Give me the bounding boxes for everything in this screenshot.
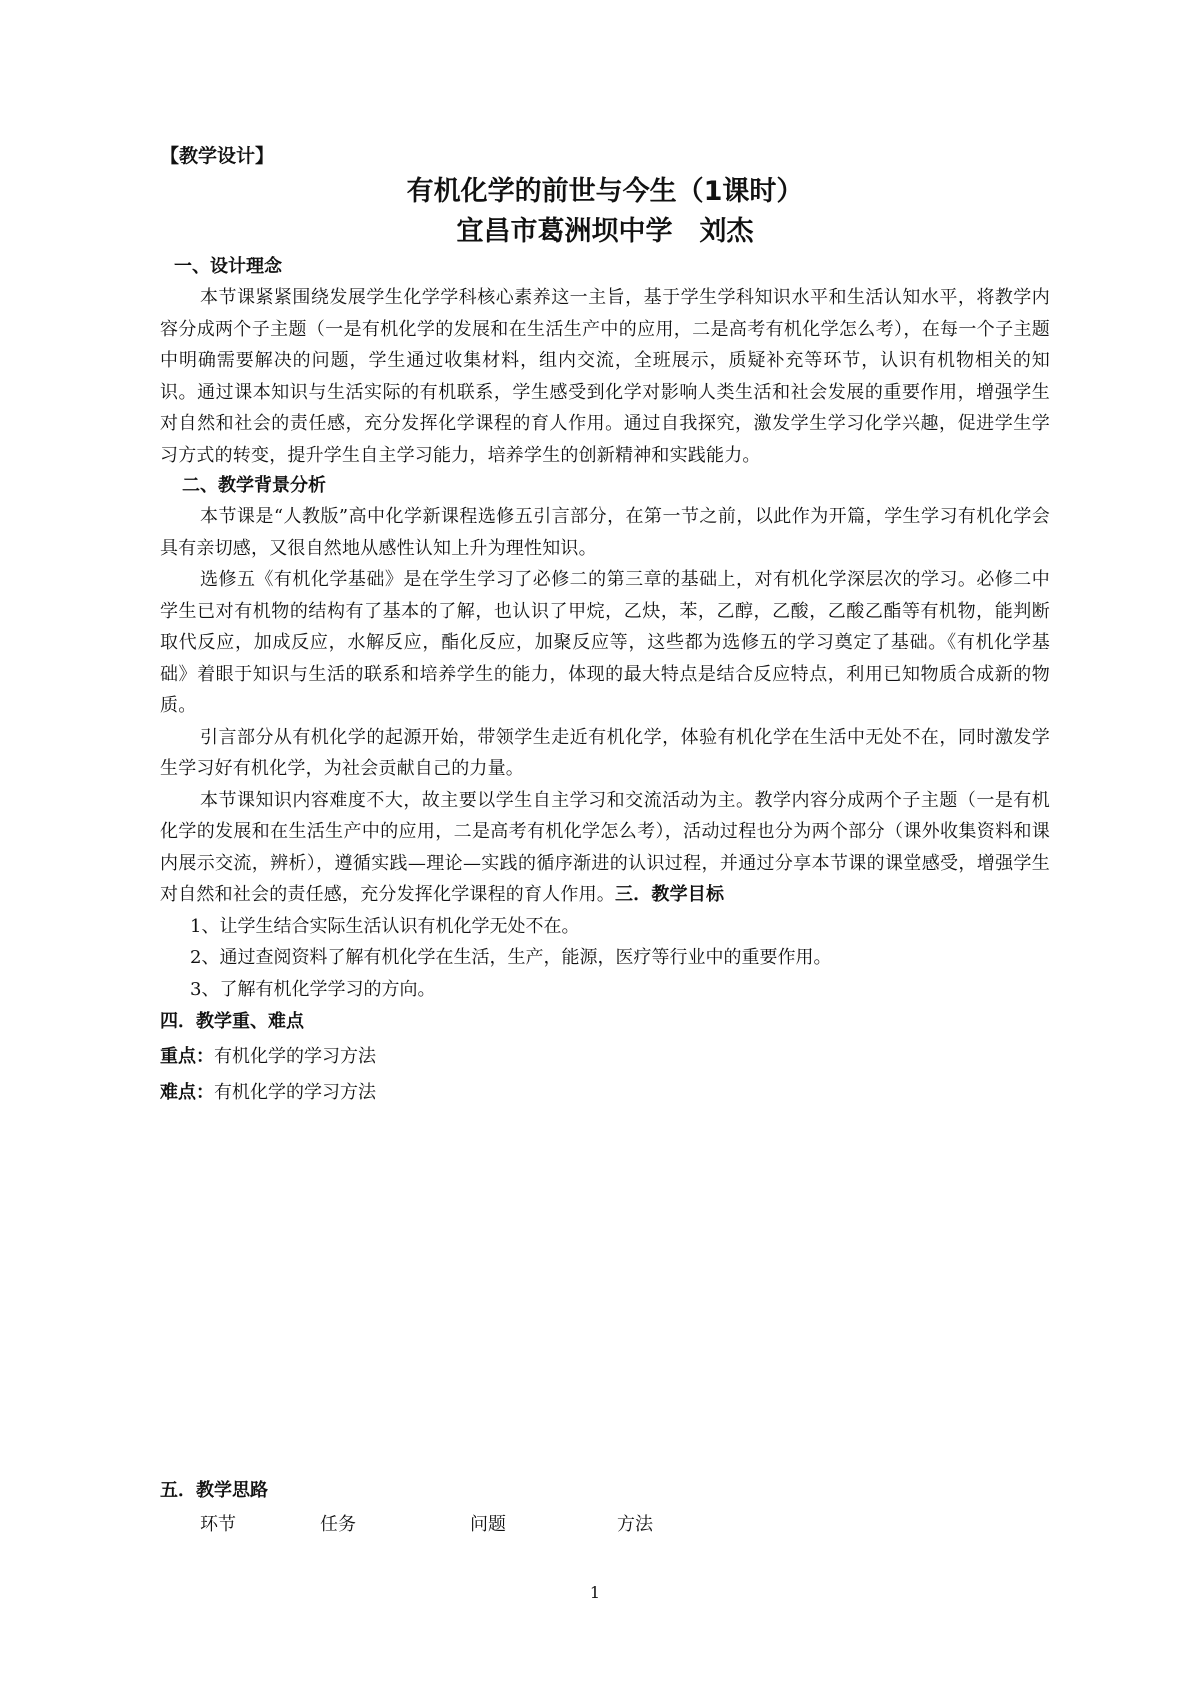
column-question: 问题 xyxy=(470,1514,506,1535)
goal-item-2: 2、通过查阅资料了解有机化学在生活，生产，能源，医疗等行业中的重要作用。 xyxy=(190,947,832,968)
section-2-paragraph-2: 选修五《有机化学基础》是在学生学习了必修二的第三章的基础上，对有机化学深层次的学习。必修二中学生已对有机物的结构有了基本的了解，也认识了甲烷，乙炔，苯，乙醇，乙酸，乙酸乙酯等有机物，能判断取代反应，加成反应，水解反应，酯化反应，加聚反应等，这些都为选修五的学习奠定了基础。《有机化学基础》着眼于知识与生活的联系和培养学生的能力，体现的最大特点是结合反应特点，利用已知物质合成新的物质。 xyxy=(160,569,1050,716)
difficult-point-value: 有机化学的学习方法 xyxy=(214,1082,376,1103)
page-number: 1 xyxy=(589,1583,601,1602)
section-2-paragraph-4 xyxy=(160,785,1050,911)
difficult-point xyxy=(160,1075,1050,1111)
section-1-paragraph: 本节课紧紧围绕发展学生化学学科核心素养这一主旨，基于学生学科知识水平和生活认知水平，将教学内容分成两个子主题（一是有机化学的发展和在生活生产中的应用，二是高考有机化学怎么考），在每一个子主题中明确需要解决的问题，学生通过收集材料，组内交流，全班展示，质疑补充等环节，认识有机物相关的知识。通过课本知识与生活实际的有机联系，学生感受到化学对影响人类生活和社会发展的重要作用，增强学生对自然和社会的责任感，充分发挥化学课程的育人作用。通过自我探究，激发学生学习化学兴趣，促进学生学习方式的转变，提升学生自主学习能力，培养学生的创新精神和实践能力。 xyxy=(160,287,1050,466)
author-line: 宜昌市葛洲坝中学 刘杰 xyxy=(456,216,754,247)
section-4-heading: 四．教学重、难点 xyxy=(160,1011,304,1032)
section-2-heading: 二、教学背景分析 xyxy=(182,475,326,496)
section-5-heading: 五．教学思路 xyxy=(160,1480,268,1501)
section-3-heading: 三．教学目标 xyxy=(615,884,725,905)
key-point-value: 有机化学的学习方法 xyxy=(214,1046,376,1067)
section-1-heading: 一、设计理念 xyxy=(174,256,282,277)
section-2-paragraph-3: 引言部分从有机化学的起源开始，带领学生走近有机化学，体验有机化学在生活中无处不在，同时激发学生学习好有机化学，为社会贡献自己的力量。 xyxy=(160,726,1050,779)
column-method: 方法 xyxy=(617,1514,653,1535)
difficult-point-label: 难点： xyxy=(160,1082,214,1103)
section-2-paragraph-4-text: 本节课知识内容难度不大，故主要以学生自主学习和交流活动为主。教学内容分成两个子主题（一是有机化学的发展和在生活生产中的应用，二是高考有机化学怎么考），活动过程也分为两个部分（课外收集资料和课内展示交流，辨析），遵循实践—理论—实践的循序渐进的认识过程，并通过分享本节课的课堂感受，增强学生对自然和社会的责任感，充分发挥化学课程的育人作用。 xyxy=(160,789,1050,905)
column-task: 任务 xyxy=(320,1514,356,1535)
section-2-paragraph-1: 本节课是“人教版”高中化学新课程选修五引言部分，在第一节之前，以此作为开篇，学生学习有机化学会具有亲切感，又很自然地从感性认知上升为理性知识。 xyxy=(160,506,1050,559)
document-title: 有机化学的前世与今生（1课时） xyxy=(406,176,804,207)
goal-item-1: 1、让学生结合实际生活认识有机化学无处不在。 xyxy=(190,915,580,937)
key-point-label: 重点： xyxy=(160,1046,214,1067)
key-point xyxy=(160,1039,1050,1075)
document-body xyxy=(160,140,1050,1111)
column-stage: 环节 xyxy=(200,1514,236,1535)
header-label: 【教学设计】 xyxy=(160,145,275,167)
goal-item-3: 3、了解有机化学学习的方向。 xyxy=(190,978,436,1000)
